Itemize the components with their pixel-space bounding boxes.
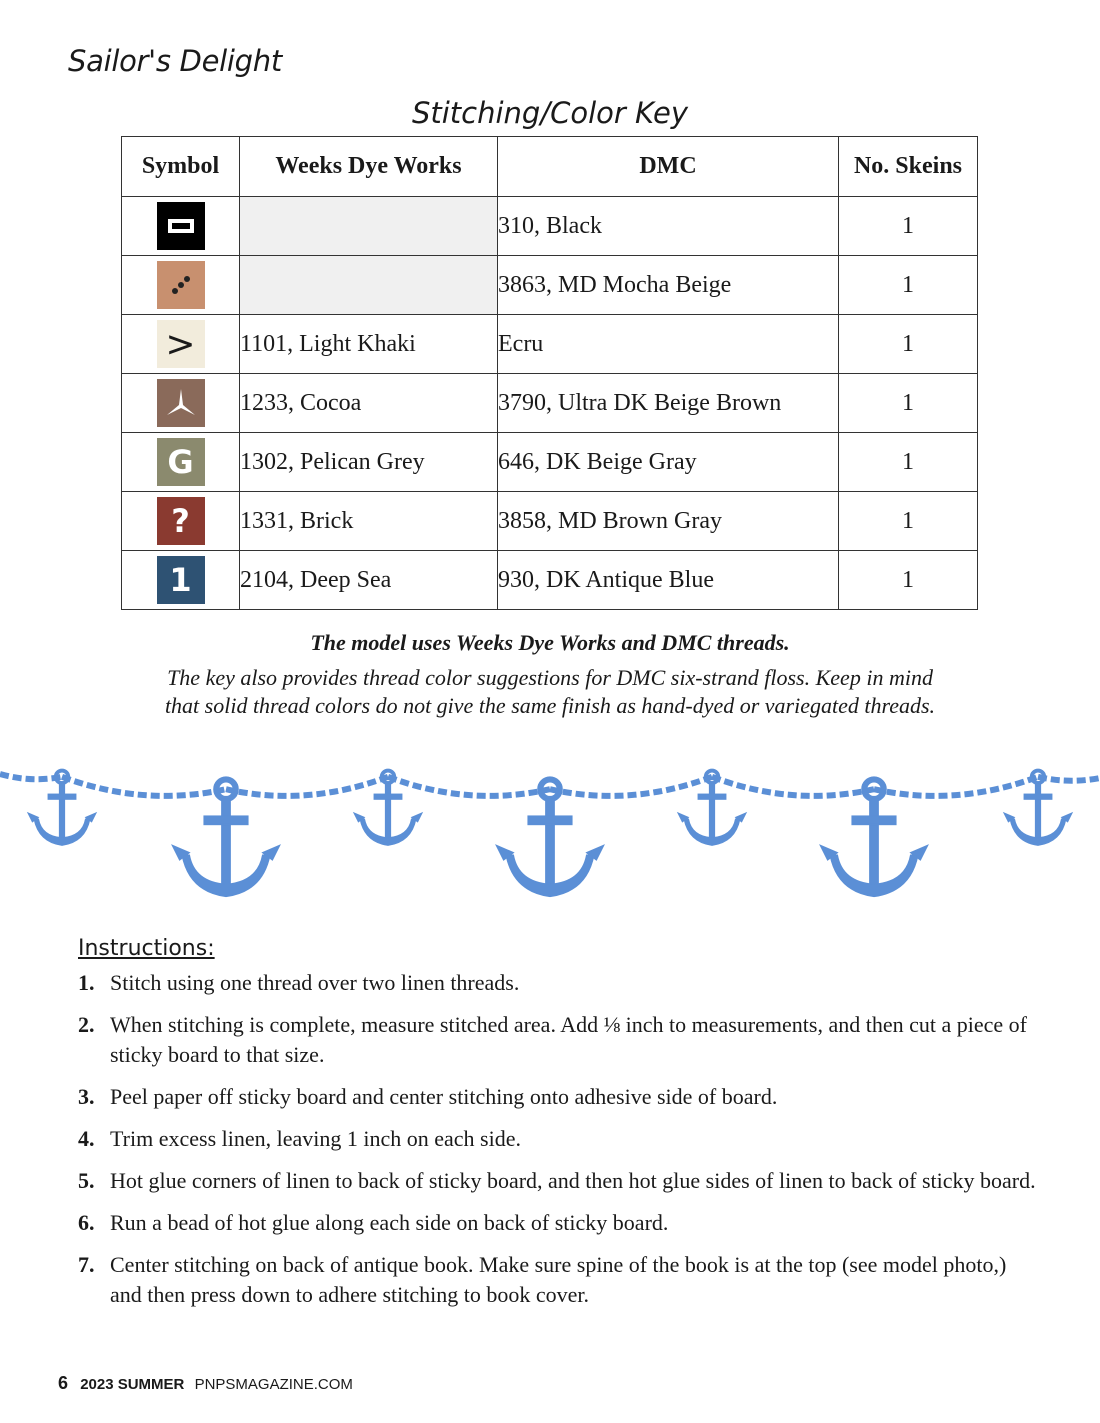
anchor-icon [678,771,747,846]
key-title: Stitching/Color Key [411,96,689,130]
skeins-cell: 1 [839,433,978,492]
table-row [122,433,978,492]
table-row [122,374,978,433]
instruction-step [78,1124,1038,1154]
instruction-step [78,1208,1038,1238]
question-mark-icon [157,497,205,545]
number-one-icon [157,556,205,604]
rope-segment [0,774,62,779]
column-header-symbol: Symbol [122,137,240,197]
issue-label: 2023 SUMMER [80,1376,185,1393]
skeins-cell: 1 [839,256,978,315]
rope-segment [550,777,712,796]
dmc-cell: 3863, MD Mocha Beige [498,256,839,315]
anchor-icon [172,779,279,896]
dmc-cell: 930, DK Antique Blue [498,551,839,610]
symbol-cell [122,315,240,374]
skeins-cell: 1 [839,197,978,256]
weeks-cell [240,197,498,256]
dmc-cell: 3858, MD Brown Gray [498,492,839,551]
rope-segment [1038,777,1100,781]
rope-segment [712,777,874,796]
symbol-cell [122,492,240,551]
stitching-color-key-table [121,136,978,610]
instruction-step [78,1166,1038,1196]
instructions-list [78,968,1038,1322]
anchor-icon [28,771,97,846]
step-text: Hot glue corners of linen to back of sticky board, and then hot glue sides of linen to back of sticky board. [110,1168,1036,1193]
greater-than-icon [157,320,205,368]
thread-note-line-1: The key also provides thread color suggestions for DMC six-strand floss. Keep in mind [167,665,933,690]
skeins-cell: 1 [839,315,978,374]
step-text: Stitch using one thread over two linen threads. [110,970,520,995]
step-text: When stitching is complete, measure stitched area. Add ⅛ inch to measurements, and then cut a piece of sticky board to that size. [110,1012,1027,1067]
anchor-icon [496,779,603,896]
symbol-glyph: 1 [169,561,192,599]
step-text: Trim excess linen, leaving 1 inch on each side. [110,1126,521,1151]
rectangle-glyph [168,219,194,233]
dmc-cell: Ecru [498,315,839,374]
instruction-step [78,1250,1038,1310]
instruction-step [78,1082,1038,1112]
anchor-icon [1004,771,1073,846]
step-number: 6. [78,1210,95,1235]
step-number: 2. [78,1012,95,1037]
model-note: The model uses Weeks Dye Works and DMC threads. [310,630,790,655]
page-footer [58,1373,353,1394]
column-header-dmc: DMC [498,137,839,197]
thread-note [140,664,960,720]
letter-g-icon [157,438,205,486]
symbol-cell [122,256,240,315]
site-label: PNPSMAGAZINE.COM [194,1376,353,1393]
table-row [122,551,978,610]
dmc-cell: 646, DK Beige Gray [498,433,839,492]
step-text: Center stitching on back of antique book. Make sure spine of the book is at the top (see model photo,) and then press down to adhere stitching to book cover. [110,1252,1007,1307]
weeks-cell: 1302, Pelican Grey [240,433,498,492]
weeks-cell: 1331, Brick [240,492,498,551]
rope-segment [388,777,550,796]
step-number: 3. [78,1084,95,1109]
symbol-glyph: > [165,323,196,365]
rectangle-icon [157,202,205,250]
table-row [122,256,978,315]
anchor-rope-border [0,738,1100,923]
tri-blade-glyph [163,385,199,421]
weeks-cell: 1233, Cocoa [240,374,498,433]
anchor-icon [820,779,927,896]
step-number: 7. [78,1252,95,1277]
weeks-cell [240,256,498,315]
symbol-cell [122,433,240,492]
symbol-glyph: ? [171,502,190,540]
dmc-cell: 3790, Ultra DK Beige Brown [498,374,839,433]
dmc-cell: 310, Black [498,197,839,256]
thread-note-line-2: that solid thread colors do not give the same finish as hand-dyed or variegated threads. [164,693,936,718]
symbol-cell [122,197,240,256]
skeins-cell: 1 [839,492,978,551]
dots-glyph [166,270,196,300]
step-number: 5. [78,1168,95,1193]
anchor-icon [354,771,423,846]
rope-segment [226,777,388,796]
rope-segment [62,777,226,796]
skeins-cell: 1 [839,551,978,610]
symbol-cell [122,551,240,610]
page-number: 6 [58,1373,69,1393]
instructions-heading: Instructions: [78,936,215,961]
diagonal-dots-icon [157,261,205,309]
table-header-row [122,137,978,197]
page-title: Sailor's Delight [68,44,282,78]
column-header-skeins: No. Skeins [839,137,978,197]
column-header-weeks: Weeks Dye Works [240,137,498,197]
step-number: 4. [78,1126,95,1151]
symbol-cell [122,374,240,433]
table-row [122,197,978,256]
skeins-cell: 1 [839,374,978,433]
step-text: Run a bead of hot glue along each side on back of sticky board. [110,1210,669,1235]
weeks-cell: 2104, Deep Sea [240,551,498,610]
symbol-glyph: G [167,443,194,481]
step-text: Peel paper off sticky board and center stitching onto adhesive side of board. [110,1084,778,1109]
step-number: 1. [78,970,95,995]
table-row [122,315,978,374]
table-row [122,492,978,551]
tri-blade-icon [157,379,205,427]
instruction-step [78,968,1038,998]
weeks-cell: 1101, Light Khaki [240,315,498,374]
rope-segment [874,777,1038,796]
instruction-step [78,1010,1038,1070]
